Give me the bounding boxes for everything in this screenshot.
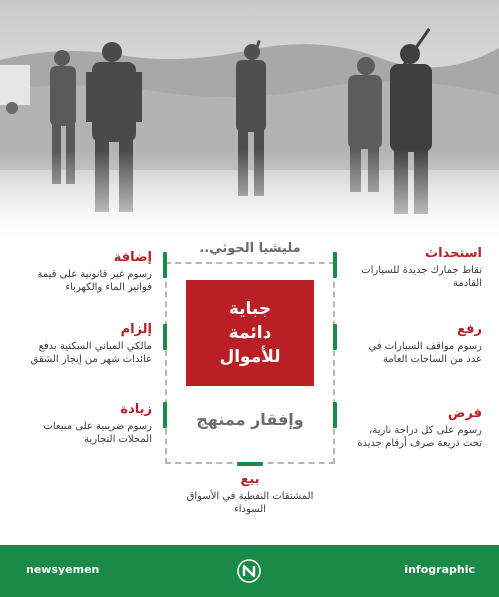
item-title: بيع	[240, 472, 260, 487]
item-desc: رسوم على كل دراجة نارية، تحت ذريعة صرف أرقام جديدة	[357, 425, 482, 449]
item-title: إلزام	[120, 322, 152, 337]
armed-men-photo	[0, 0, 499, 250]
item-desc: مالكي المباني السكنية بدفع عائدات شهر من إيجار الشقق	[30, 341, 152, 365]
main-title-line-1: جباية	[228, 299, 272, 319]
main-title-line-2: دائمة	[228, 323, 272, 343]
item-desc: رسوم غير قانونية على قيمة فواتير الماء والكهرباء	[37, 269, 152, 293]
item-title: رفع	[457, 322, 482, 337]
item-title: إضافة	[113, 250, 152, 265]
bottom-item	[175, 472, 325, 516]
footer-brand: newsyemen	[26, 563, 100, 576]
right-item	[352, 322, 482, 366]
main-title-line-3: للأموال	[219, 347, 281, 367]
connector-bar	[333, 402, 337, 428]
item-desc: رسوم مواقف السيارات في عدد من الساحات العامة	[368, 341, 482, 365]
item-title: فرض	[447, 406, 482, 421]
item-desc: المشتقات النفطية في الأسواق السوداء	[186, 491, 314, 515]
left-item	[12, 322, 152, 366]
connector-bar	[237, 462, 263, 466]
item-title: زيادة	[120, 402, 152, 417]
connector-bar	[163, 402, 167, 428]
header-photo	[0, 0, 499, 250]
left-item	[12, 250, 152, 294]
item-desc: نقاط جمارك جديدة للسيارات القادمة	[361, 265, 482, 289]
connector-bar	[333, 324, 337, 350]
connector-bar	[333, 252, 337, 278]
item-desc: رسوم ضريبية على مبيعات المحلات التجارية	[43, 421, 152, 445]
right-item	[352, 406, 482, 450]
main-title-box	[186, 280, 314, 386]
tagline: وإفقار ممنهج	[196, 410, 304, 429]
left-item	[12, 402, 152, 446]
right-item	[352, 246, 482, 290]
footer-label: infographic	[404, 563, 475, 576]
subtitle: مليشيا الحوثي..	[170, 241, 330, 256]
connector-bar	[163, 324, 167, 350]
newsyemen-logo-icon	[237, 559, 261, 583]
item-title: استحداث	[425, 246, 482, 261]
connector-bar	[163, 252, 167, 278]
